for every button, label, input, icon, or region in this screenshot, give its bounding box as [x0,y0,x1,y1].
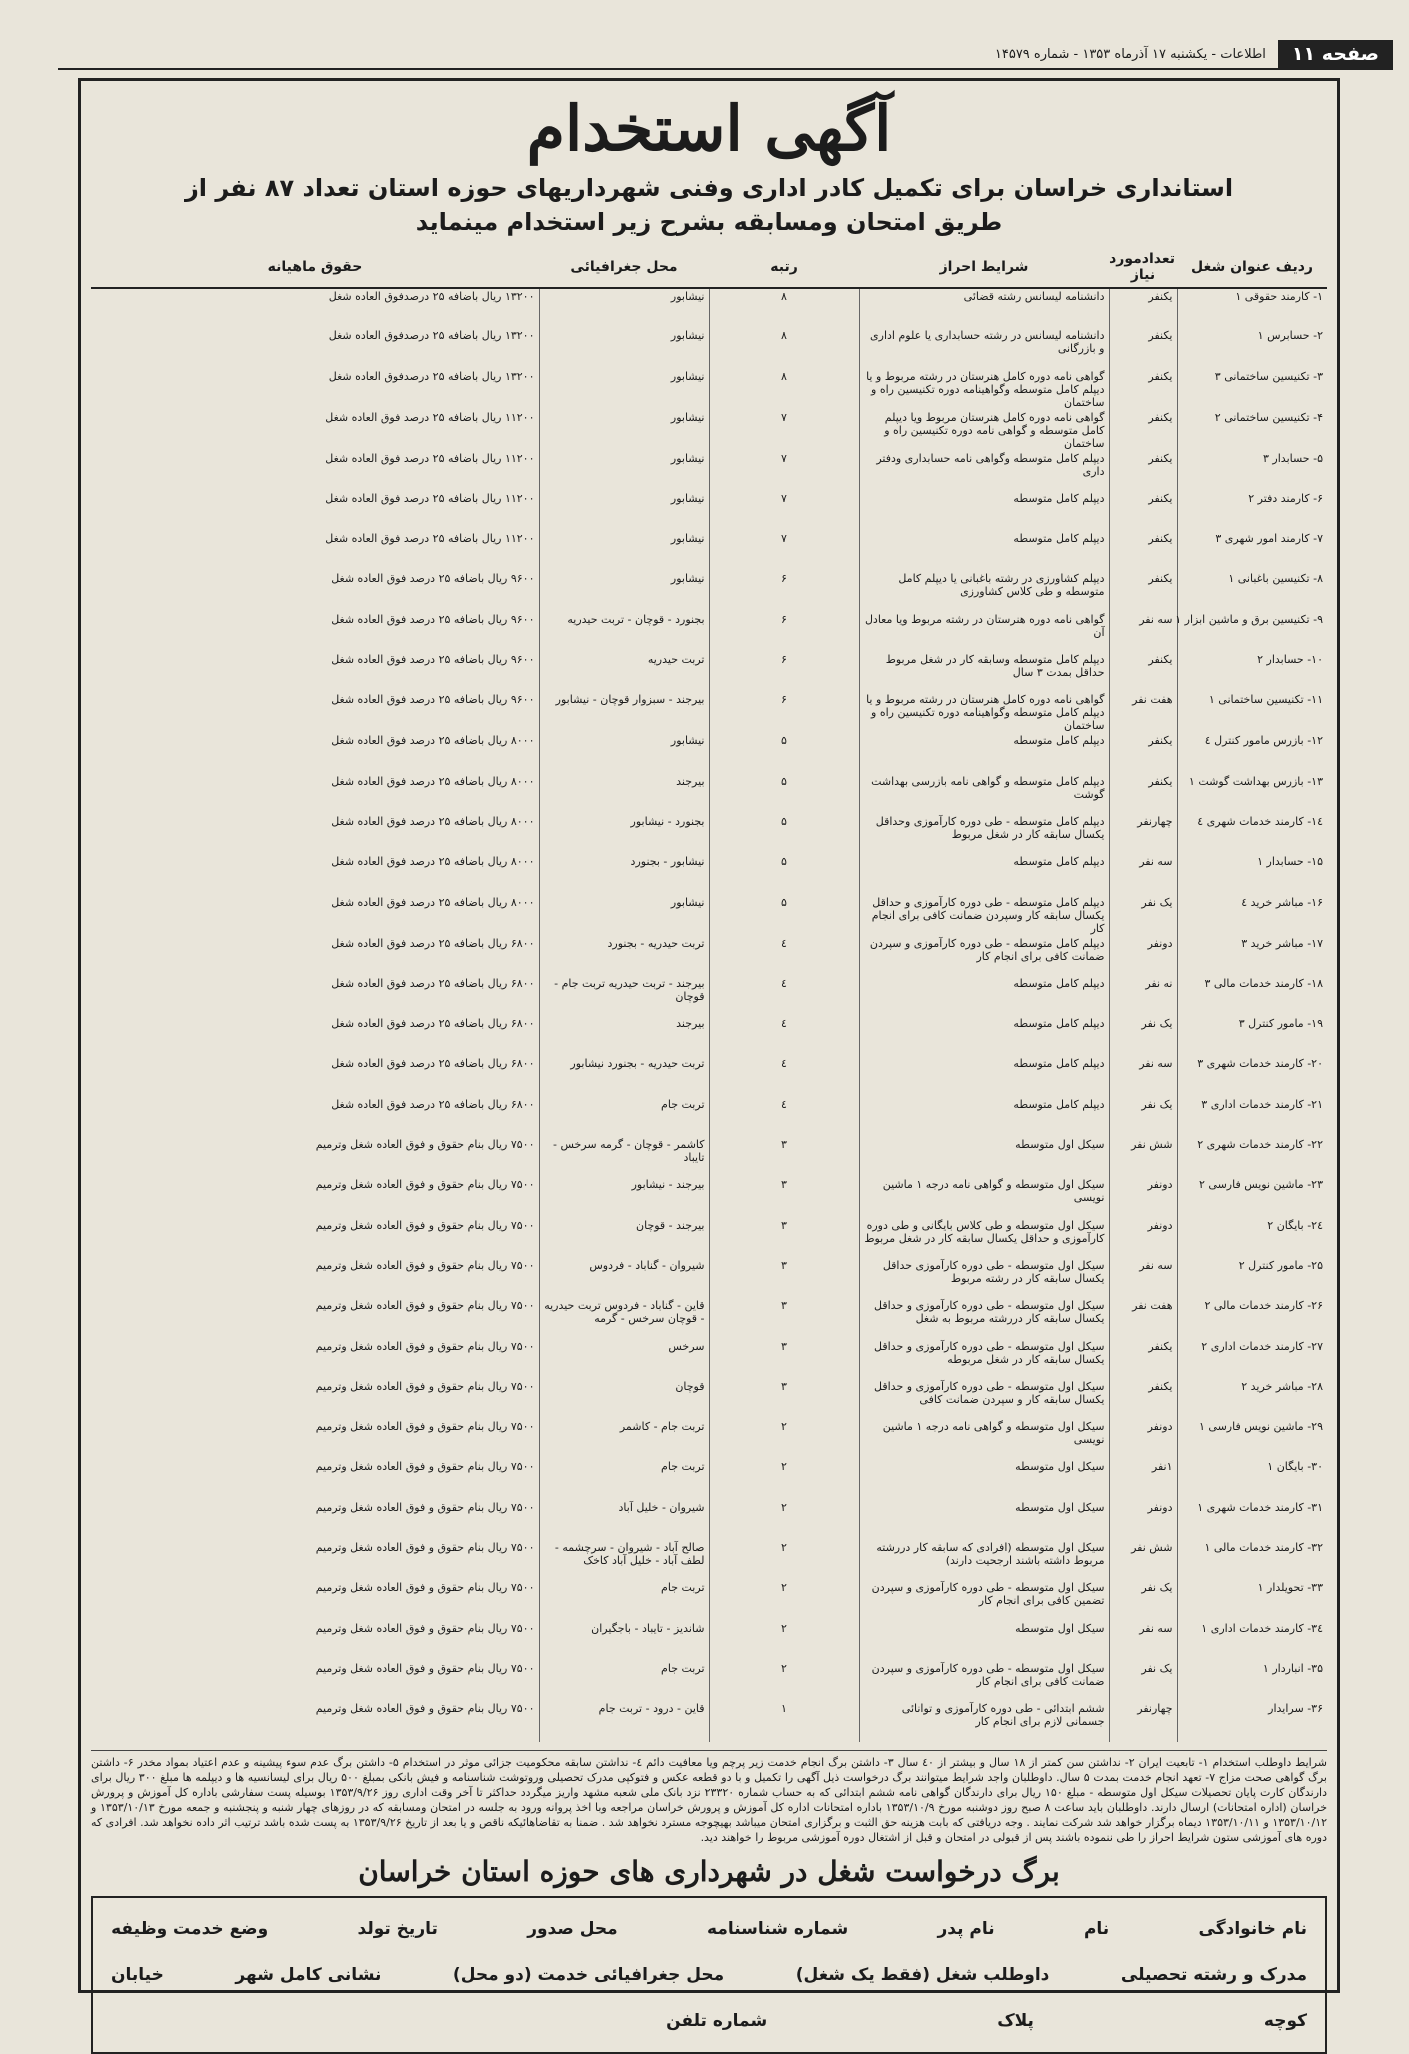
cell-req: دیپلم کامل متوسطه [859,491,1109,531]
cell-count: یکنفر [1109,531,1177,571]
cell-count: یک نفر [1109,1097,1177,1137]
cell-loc: تربت جام [539,1580,709,1620]
cell-count: یکنفر [1109,288,1177,328]
cell-title: ۳۲- کارمند خدمات مالی ۱ [1177,1540,1327,1580]
cell-count: سه نفر [1109,612,1177,652]
form-field-label: محل جغرافیائی خدمت (دو محل) [452,1964,725,1985]
cell-req: سیکل اول متوسطه [859,1137,1109,1177]
cell-rank: ۲ [709,1500,859,1540]
cell-loc: نیشابور [539,491,709,531]
cell-rank: ۸ [709,328,859,368]
cell-rank: ۵ [709,854,859,894]
cell-wage: ۷۵۰۰ ریال بنام حقوق و فوق العاده شغل وترمیم [315,1299,535,1313]
cell-req: دیپلم کامل متوسطه - طی دوره کارآموزی و سپردن ضمانت کافی برای انجام کار [859,936,1109,976]
cell-req: سیکل اول متوسطه و گواهی نامه درجه ۱ ماشین نویسی [859,1177,1109,1217]
cell-count: شش نفر [1109,1137,1177,1177]
cell-rank: ۲ [709,1540,859,1580]
cell-wage: ۷۵۰۰ ریال بنام حقوق و فوق العاده شغل وترمیم [315,1581,535,1595]
cell-wage: ۷۵۰۰ ریال بنام حقوق و فوق العاده شغل وترمیم [315,1138,535,1152]
cell-title: ۱۵- حسابدار ۱ [1177,854,1327,894]
cell-rank: ۷ [709,410,859,451]
cell-rank: ۷ [709,451,859,491]
cell-loc: تربت جام [539,1459,709,1499]
cell-title: ۳٤- کارمند خدمات اداری ۱ [1177,1621,1327,1661]
cell-count: یکنفر [1109,733,1177,773]
cell-wage: ۸۰۰۰ ریال باضافه ۲۵ درصد فوق العاده شغل [331,855,535,869]
cell-title: ۱۹- مامور کنترل ۳ [1177,1016,1327,1056]
col-rank: رتبه [709,247,859,288]
cell-rank: ٤ [709,1097,859,1137]
cell-rank: ۶ [709,652,859,692]
cell-loc: شیروان - گناباد - فردوس [539,1258,709,1298]
intro-line-1: استانداری خراسان برای تکمیل کادر اداری وفنی شهرداریهای حوزه استان تعداد ۸۷ نفر از [184,174,1234,202]
cell-title: ۱۷- مباشر خرید ۳ [1177,936,1327,976]
cell-loc: تربت حیدریه - بجنورد نیشابور [539,1056,709,1096]
cell-rank: ۲ [709,1580,859,1620]
cell-wage: ۱۱۲۰۰ ریال باضافه ۲۵ درصد فوق العاده شغل [325,451,535,465]
cell-count: چهارنفر [1109,814,1177,854]
form-field-label: داوطلب شغل (فقط یک شغل) [795,1964,1050,1985]
cell-count: یکنفر [1109,1339,1177,1379]
cell-title: ۳۵- انباردار ۱ [1177,1661,1327,1701]
table-row [91,1016,1327,1056]
table-row [91,531,1327,571]
table-row [91,451,1327,491]
table-row [91,1459,1327,1499]
table-row [91,1580,1327,1620]
cell-rank: ۵ [709,895,859,936]
cell-rank: ۶ [709,612,859,652]
table-row [91,1540,1327,1580]
table-row [91,1379,1327,1419]
cell-title: ۳۳- تحویلدار ۱ [1177,1580,1327,1620]
form-field-label: مدرک و رشته تحصیلی [1120,1964,1307,1985]
cell-wage: ۸۰۰۰ ریال باضافه ۲۵ درصد فوق العاده شغل [331,734,535,748]
table-row [91,895,1327,936]
table-row [91,814,1327,854]
cell-loc: بیرجند [539,1016,709,1056]
cell-rank: ۳ [709,1298,859,1338]
form-title: برگ درخواست شغل در شهرداری های حوزه استان خراسان [358,1854,1060,1888]
cell-rank: ۳ [709,1379,859,1419]
cell-wage: ۶۸۰۰ ریال باضافه ۲۵ درصد فوق العاده شغل [331,936,535,950]
cell-loc: بیرجند - قوچان [539,1218,709,1258]
cell-wage: ۶۸۰۰ ریال باضافه ۲۵ درصد فوق العاده شغل [331,1057,535,1071]
cell-count: یکنفر [1109,774,1177,814]
form-field-label: نام [1083,1918,1110,1939]
form-field-label: کوچه [1263,2010,1307,2031]
cell-loc: شیروان - خلیل آباد [539,1500,709,1540]
cell-req: گواهی نامه دوره کامل هنرستان در رشته مربوط و یا دیپلم کامل متوسطه وگواهینامه دوره تکنیسین راه و ساختمان [859,369,1109,410]
table-row [91,571,1327,611]
cell-wage: ۱۱۲۰۰ ریال باضافه ۲۵ درصد فوق العاده شغل [325,491,535,505]
form-row-1 [111,1906,1307,1952]
cell-loc: نیشابور [539,895,709,936]
cell-rank: ۵ [709,733,859,773]
cell-title: ۴- تکنیسین ساختمانی ۲ [1177,410,1327,451]
cell-req: دیپلم کامل متوسطه وسابقه کار در شغل مربوط حداقل بمدت ۳ سال [859,652,1109,692]
cell-req: گواهی نامه دوره کامل هنرستان در رشته مربوط و یا دیپلم کامل متوسطه وگواهینامه دوره تکنیسین راه و ساختمان [859,692,1109,733]
cell-count: دونفر [1109,1500,1177,1540]
page-label: صفحه ۱۱ [1278,40,1393,68]
form-field-label: نام خانوادگی [1198,1918,1307,1939]
cell-rank: ۳ [709,1218,859,1258]
col-count: تعدادمورد نیاز [1109,247,1177,288]
cell-req: دیپلم کامل متوسطه [859,531,1109,571]
cell-wage: ۹۶۰۰ ریال باضافه ۲۵ درصد فوق العاده شغل [331,612,535,626]
cell-req: دیپلم کشاورزی در رشته باغبانی یا دیپلم کامل متوسطه و طی کلاس کشاورزی [859,571,1109,611]
cell-req: سیکل اول متوسطه - طی دوره کارآموزی حداقل یکسال سابقه کار در رشته مربوط [859,1258,1109,1298]
cell-loc: نیشابور - بجنورد [539,854,709,894]
table-row [91,652,1327,692]
cell-rank: ٤ [709,976,859,1016]
cell-req: سیکل اول متوسطه - طی دوره کارآموزی و حداقل یکسال سابقه کار و سپردن ضمانت کافی [859,1379,1109,1419]
cell-loc: نیشابور [539,451,709,491]
cell-wage: ۷۵۰۰ ریال بنام حقوق و فوق العاده شغل وترمیم [315,1500,535,1514]
cell-title: ۵- حسابدار ۳ [1177,451,1327,491]
cell-wage: ۹۶۰۰ ریال باضافه ۲۵ درصد فوق العاده شغل [331,653,535,667]
cell-title: ۲۳- ماشین نویس فارسی ۲ [1177,1177,1327,1217]
cell-loc: بجنورد - نیشابور [539,814,709,854]
cell-title: ۲۲- کارمند خدمات شهری ۲ [1177,1137,1327,1177]
cell-req: دیپلم کامل متوسطه [859,1016,1109,1056]
cell-title: ۲۵- مامور کنترل ۲ [1177,1258,1327,1298]
cell-req: دانشنامه لیسانس در رشته حسابداری یا علوم اداری و بازرگانی [859,328,1109,368]
cell-req: سیکل اول متوسطه - طی دوره کارآموزی و سپردن تضمین کافی برای انجام کار [859,1580,1109,1620]
cell-rank: ۶ [709,571,859,611]
cell-title: ۱٤- کارمند خدمات شهری ٤ [1177,814,1327,854]
table-row [91,854,1327,894]
cell-wage: ۷۵۰۰ ریال بنام حقوق و فوق العاده شغل وترمیم [315,1178,535,1192]
cell-req: گواهی نامه دوره هنرستان در رشته مربوط ویا معادل آن [859,612,1109,652]
table-row [91,491,1327,531]
header-line: اطلاعات - یکشنبه ۱۷ آذرماه ۱۳۵۳ - شماره ۱۴۵۷۹ [994,46,1266,62]
cell-title: ۲٤- بایگان ۲ [1177,1218,1327,1258]
cell-wage: ۸۰۰۰ ریال باضافه ۲۵ درصد فوق العاده شغل [331,895,535,909]
cell-rank: ۷ [709,531,859,571]
cell-rank: ۳ [709,1177,859,1217]
cell-req: دیپلم کامل متوسطه و گواهی نامه بازرسی بهداشت گوشت [859,774,1109,814]
cell-loc: بیرجند [539,774,709,814]
cell-req: سیکل اول متوسطه [859,1621,1109,1661]
cell-loc: نیشابور [539,410,709,451]
cell-req: سیکل اول متوسطه و طی کلاس بایگانی و طی دوره کارآموزی و حداقل یکسال سابقه کار در شغل مربوط [859,1218,1109,1258]
cell-wage: ۶۸۰۰ ریال باضافه ۲۵ درصد فوق العاده شغل [331,976,535,990]
cell-req: دانشنامه لیسانس رشته قضائی [859,288,1109,328]
cell-loc: تربت جام [539,1661,709,1701]
cell-title: ۱۰- حسابدار ۲ [1177,652,1327,692]
cell-wage: ۷۵۰۰ ریال بنام حقوق و فوق العاده شغل وترمیم [315,1661,535,1675]
cell-title: ۱- کارمند حقوقی ۱ [1177,288,1327,328]
cell-title: ۳۶- سرایدار [1177,1701,1327,1741]
cell-req: دیپلم کامل متوسطه [859,733,1109,773]
cell-count: سه نفر [1109,1258,1177,1298]
newspaper-header [58,40,1393,70]
cell-req: دیپلم کامل متوسطه [859,1056,1109,1096]
cell-title: ۱۸- کارمند خدمات مالی ۳ [1177,976,1327,1016]
cell-rank: ٤ [709,1016,859,1056]
table-row [91,369,1327,410]
cell-loc: تربت جام - کاشمر [539,1419,709,1459]
table-row [91,1056,1327,1096]
cell-loc: نیشابور [539,571,709,611]
table-row [91,1177,1327,1217]
table-row [91,410,1327,451]
cell-wage: ۷۵۰۰ ریال بنام حقوق و فوق العاده شغل وترمیم [315,1258,535,1272]
cell-rank: ۵ [709,814,859,854]
job-ad [78,78,1340,2031]
cell-title: ۲۰- کارمند خدمات شهری ۳ [1177,1056,1327,1096]
cell-wage: ۹۶۰۰ ریال باضافه ۲۵ درصد فوق العاده شغل [331,572,535,586]
cell-wage: ۷۵۰۰ ریال بنام حقوق و فوق العاده شغل وترمیم [315,1420,535,1434]
form-field-label: محل صدور [527,1918,618,1939]
form-field-label: شماره شناسنامه [707,1918,849,1939]
table-row [91,976,1327,1016]
cell-req: سیکل اول متوسطه [859,1459,1109,1499]
cell-wage: ۸۰۰۰ ریال باضافه ۲۵ درصد فوق العاده شغل [331,774,535,788]
cell-title: ۹- تکنیسین برق و ماشین ابزار ۱ [1177,612,1327,652]
cell-rank: ۲ [709,1621,859,1661]
col-req: شرایط احراز [859,247,1109,288]
cell-wage: ۱۱۲۰۰ ریال باضافه ۲۵ درصد فوق العاده شغل [325,532,535,546]
cell-title: ۱۲- بازرس مامور کنترل ٤ [1177,733,1327,773]
cell-count: یک نفر [1109,1580,1177,1620]
cell-count: دونفر [1109,1419,1177,1459]
cell-count: یک نفر [1109,1016,1177,1056]
cell-count: یک نفر [1109,895,1177,936]
cell-loc: بجنورد - قوچان - تربت حیدریه [539,612,709,652]
col-loc: محل جغرافیائی [539,247,709,288]
jobs-table-body [91,288,1327,1742]
cell-loc: شاندیز - تایباد - باجگیران [539,1621,709,1661]
cell-count: یکنفر [1109,1379,1177,1419]
cell-title: ۳- تکنیسین ساختمانی ۳ [1177,369,1327,410]
cell-title: ۱۶- مباشر خرید ٤ [1177,895,1327,936]
table-row [91,936,1327,976]
cell-count: یکنفر [1109,652,1177,692]
cell-loc: تربت حیدریه [539,652,709,692]
table-row [91,288,1327,328]
cell-title: ۱۱- تکنیسین ساختمانی ۱ [1177,692,1327,733]
cell-wage: ۷۵۰۰ ریال بنام حقوق و فوق العاده شغل وترمیم [315,1339,535,1353]
cell-count: ۱نفر [1109,1459,1177,1499]
cell-req: سیکل اول متوسطه - طی دوره کارآموزی و حداقل یکسال سابقه کار در شغل مربوطه [859,1339,1109,1379]
form-row-2 [111,1952,1307,1998]
cell-rank: ۲ [709,1459,859,1499]
cell-wage: ۱۳۲۰۰ ریال باضافه ۲۵ درصدفوق العاده شغل [328,290,535,303]
table-row [91,1097,1327,1137]
table-row [91,1500,1327,1540]
cell-req: سیکل اول متوسطه [859,1500,1109,1540]
col-wage: حقوق ماهیانه [91,247,539,288]
cell-title: ۲۹- ماشین نویس فارسی ۱ [1177,1419,1327,1459]
col-title: ردیف عنوان شغل [1177,247,1327,288]
cell-rank: ۶ [709,692,859,733]
table-row [91,1621,1327,1661]
cell-rank: ٤ [709,1056,859,1096]
form-field-label: شماره تلفن [666,2010,768,2031]
cell-title: ۶- کارمند دفتر ۲ [1177,491,1327,531]
cell-count: چهارنفر [1109,1701,1177,1741]
cell-rank: ۸ [709,288,859,328]
cell-title: ۲۷- کارمند خدمات اداری ۲ [1177,1339,1327,1379]
table-row [91,1298,1327,1338]
cell-wage: ۷۵۰۰ ریال بنام حقوق و فوق العاده شغل وترمیم [315,1621,535,1635]
cell-loc: نیشابور [539,531,709,571]
cell-loc: قاین - گناباد - فردوس تربت حیدریه - قوچان سرخس - گرمه [539,1298,709,1338]
table-row [91,774,1327,814]
cell-loc: بیرجند - تربت حیدریه تربت جام - قوچان [539,976,709,1016]
cell-req: دیپلم کامل متوسطه [859,854,1109,894]
cell-loc: سرخس [539,1339,709,1379]
application-form [91,1896,1327,2054]
table-row [91,1661,1327,1701]
cell-count: دونفر [1109,1218,1177,1258]
cell-req: گواهی نامه دوره کامل هنرستان مربوط ویا دیپلم کامل متوسطه و گواهی نامه دوره تکنیسین راه و ساختمان [859,410,1109,451]
cell-count: یکنفر [1109,491,1177,531]
cell-wage: ۷۵۰۰ ریال بنام حقوق و فوق العاده شغل وترمیم [315,1541,535,1555]
cell-title: ۲۱- کارمند خدمات اداری ۳ [1177,1097,1327,1137]
cell-req: دیپلم کامل متوسطه وگواهی نامه حسابداری ودفتر داری [859,451,1109,491]
form-field-label: خیابان [111,1964,164,1985]
cell-rank: ۳ [709,1137,859,1177]
form-field-label: پلاک [997,2010,1034,2031]
ad-intro [101,171,1317,239]
cell-req: دیپلم کامل متوسطه - طی دوره کارآموزی وحداقل یکسال سابقه کار در شغل مربوط [859,814,1109,854]
cell-loc: نیشابور [539,328,709,368]
cell-rank: ۵ [709,774,859,814]
jobs-table [91,247,1327,1742]
cell-title: ۲۸- مباشر خرید ۲ [1177,1379,1327,1419]
intro-line-2: طریق امتحان ومسابقه بشرح زیر استخدام مینماید [415,208,1003,236]
table-row [91,1339,1327,1379]
cell-wage: ۱۳۲۰۰ ریال باضافه ۲۵ درصدفوق العاده شغل [328,329,535,343]
table-header-row [91,247,1327,288]
cell-wage: ۶۸۰۰ ریال باضافه ۲۵ درصد فوق العاده شغل [331,1017,535,1031]
cell-count: دونفر [1109,936,1177,976]
cell-wage: ۶۸۰۰ ریال باضافه ۲۵ درصد فوق العاده شغل [331,1097,535,1111]
cell-req: ششم ابتدائی - طی دوره کارآموزی و توانائی جسمانی لازم برای انجام کار [859,1701,1109,1741]
cell-wage: ۹۶۰۰ ریال باضافه ۲۵ درصد فوق العاده شغل [331,693,535,707]
cell-wage: ۸۰۰۰ ریال باضافه ۲۵ درصد فوق العاده شغل [331,814,535,828]
table-row [91,692,1327,733]
form-row-3 [111,1998,1307,2044]
cell-loc: نیشابور [539,369,709,410]
cell-rank: ۲ [709,1419,859,1459]
cell-title: ۳۱- کارمند خدمات شهری ۱ [1177,1500,1327,1540]
form-field-label: نشانی کامل شهر [235,1964,382,1985]
cell-wage: ۷۵۰۰ ریال بنام حقوق و فوق العاده شغل وترمیم [315,1460,535,1474]
conditions-text: شرایط داوطلب استخدام ۱- تابعیت ایران ۲- نداشتن سن کمتر از ۱۸ سال و بیشتر از ٤۰ سال ۳- داشتن برگ انجام خدمت زیر پرچم ویا معافیت دائم ٤- نداشتن سابقه محکومیت جزائی موثر در استخدام ۵- داشتن برگ عدم سوء پیشینه و عدم اعتیاد بمواد مخدر ۶- داشتن برگ گواهی صحت مزاج ۷- تعهد انجام خدمت بمدت ۵ سال. داوطلبان واجد شرایط میتوانند برگ درخواست ذیل آگهی را تکمیل و با دو قطعه عکس و فتوکپی مدرک تحصیلی وروتوشت شناسنامه و فیش بانکی بمبلغ ۵۰۰ ریال برای لیسانسیه ها و دیپلمه ها مبلغ ۳۰۰ ریال برای دارندگان کارت پایان تحصیلات سیکل اول متوسطه - مبلغ ۱۵۰ ریال برای دارندگان گواهی نامه ششم ابتدائی که به حساب شماره ۲۳۳۲۰ نزد بانک ملی شعبه مشهد واریز میگردد حداکثر تا آخر وقت اداری روز ۱۳۵۳/۹/۲۶ بوسیله پست سفارشی باداره کل آموزش و پرورش خراسان (اداره امتحانات) ارسال دارند. داوطلبان باید ساعت ۸ صبح روز دوشنبه مورخ ۱۳۵۳/۱۰/۹ باداره امتحانات اداره کل آموزش و پرورش خراسان مراجعه وبا اخذ پروانه ورود به جلسه در امتحان ومسابقه که در روزهای چهار شنبه و پنجشنبه و جمعه مورخ ۱۳۵۳/۱۰/۱۳ و ۱۳۵۳/۱۰/۱۲ و ۱۳۵۳/۱۰/۱۱ دیماه برگزار خواهد شد شرکت نمایند . وجه دریافتی که بابت هزینه حق الثبت و برگزاری امتحان میباشد بهیچوجه مسترد نخواهد شد . ضمنا به تقاضاهائیکه ناقص و یا بعد از تاریخ ۱۳۵۳/۹/۲۶ به پست شده باشد ترتیب اثر داده نخواهد شد. افرادی که دوره های آموزشی ستون شرایط احراز را طی ننموده باشند پس از قبولی در امتحان و قبل از اشتغال دوره آموزشی مربوط را خواهند دید. [91,1750,1327,1845]
cell-count: سه نفر [1109,854,1177,894]
cell-title: ۱۳- بازرس بهداشت گوشت ۱ [1177,774,1327,814]
cell-title: ۲- حسابرس ۱ [1177,328,1327,368]
cell-loc: بیرجند - نیشابور [539,1177,709,1217]
cell-count: هفت نفر [1109,692,1177,733]
table-row [91,1419,1327,1459]
table-row [91,328,1327,368]
form-field-label: نام پدر [937,1918,995,1939]
cell-loc: تربت حیدریه - بجنورد [539,936,709,976]
cell-loc: تربت جام [539,1097,709,1137]
cell-title: ۸- تکنیسین باغبانی ۱ [1177,571,1327,611]
cell-wage: ۷۵۰۰ ریال بنام حقوق و فوق العاده شغل وترمیم [315,1218,535,1232]
cell-rank: ۱ [709,1701,859,1741]
cell-loc: قوچان [539,1379,709,1419]
cell-loc: کاشمر - قوچان - گرمه سرخس - تایباد [539,1137,709,1177]
table-row [91,1218,1327,1258]
cell-title: ۳۰- بایگان ۱ [1177,1459,1327,1499]
table-row [91,612,1327,652]
form-field-label: وضع خدمت وظیفه [111,1918,269,1939]
cell-count: سه نفر [1109,1621,1177,1661]
cell-count: نه نفر [1109,976,1177,1016]
cell-loc: قاین - درود - تربت جام [539,1701,709,1741]
cell-rank: ۷ [709,491,859,531]
cell-req: دیپلم کامل متوسطه [859,976,1109,1016]
table-row [91,733,1327,773]
table-row [91,1701,1327,1741]
cell-count: یک نفر [1109,1661,1177,1701]
cell-req: سیکل اول متوسطه - طی دوره کارآموزی و سپردن ضمانت کافی برای انجام کار [859,1661,1109,1701]
cell-req: سیکل اول متوسطه و گواهی نامه درجه ۱ ماشین نویسی [859,1419,1109,1459]
cell-count: شش نفر [1109,1540,1177,1580]
cell-rank: ۲ [709,1661,859,1701]
cell-rank: ۸ [709,369,859,410]
cell-rank: ٤ [709,936,859,976]
cell-wage: ۱۱۲۰۰ ریال باضافه ۲۵ درصد فوق العاده شغل [325,410,535,424]
cell-count: دونفر [1109,1177,1177,1217]
cell-wage: ۷۵۰۰ ریال بنام حقوق و فوق العاده شغل وترمیم [315,1702,535,1716]
cell-count: یکنفر [1109,369,1177,410]
table-row [91,1258,1327,1298]
cell-req: سیکل اول متوسطه - طی دوره کارآموزی و حداقل یکسال سابقه کار دررشته مربوط به شغل [859,1298,1109,1338]
cell-count: سه نفر [1109,1056,1177,1096]
cell-loc: صالح آباد - شیروان - سرچشمه - لطف آباد - خلیل آباد کاخک [539,1540,709,1580]
cell-count: هفت نفر [1109,1298,1177,1338]
cell-rank: ۳ [709,1339,859,1379]
table-row [91,1137,1327,1177]
cell-count: یکنفر [1109,410,1177,451]
cell-loc: نیشابور [539,288,709,328]
cell-title: ۷- کارمند امور شهری ۳ [1177,531,1327,571]
cell-count: یکنفر [1109,328,1177,368]
cell-count: یکنفر [1109,571,1177,611]
cell-count: یکنفر [1109,451,1177,491]
cell-loc: بیرجند - سبزوار قوچان - نیشابور [539,692,709,733]
ad-title: آگهی استخدام [526,92,892,165]
cell-wage: ۱۳۲۰۰ ریال باضافه ۲۵ درصدفوق العاده شغل [328,369,535,383]
form-field-label: تاریخ تولد [357,1918,438,1939]
cell-title: ۲۶- کارمند خدمات مالی ۲ [1177,1298,1327,1338]
cell-req: دیپلم کامل متوسطه - طی دوره کارآموزی و حداقل یکسال سابقه کار وسپردن ضمانت کافی برای انجام کار [859,895,1109,936]
cell-loc: نیشابور [539,733,709,773]
cell-wage: ۷۵۰۰ ریال بنام حقوق و فوق العاده شغل وترمیم [315,1379,535,1393]
cell-req: دیپلم کامل متوسطه [859,1097,1109,1137]
cell-req: سیکل اول متوسطه (افرادی که سابقه کار دررشته مربوط داشته باشند ارجحیت دارند) [859,1540,1109,1580]
cell-rank: ۳ [709,1258,859,1298]
